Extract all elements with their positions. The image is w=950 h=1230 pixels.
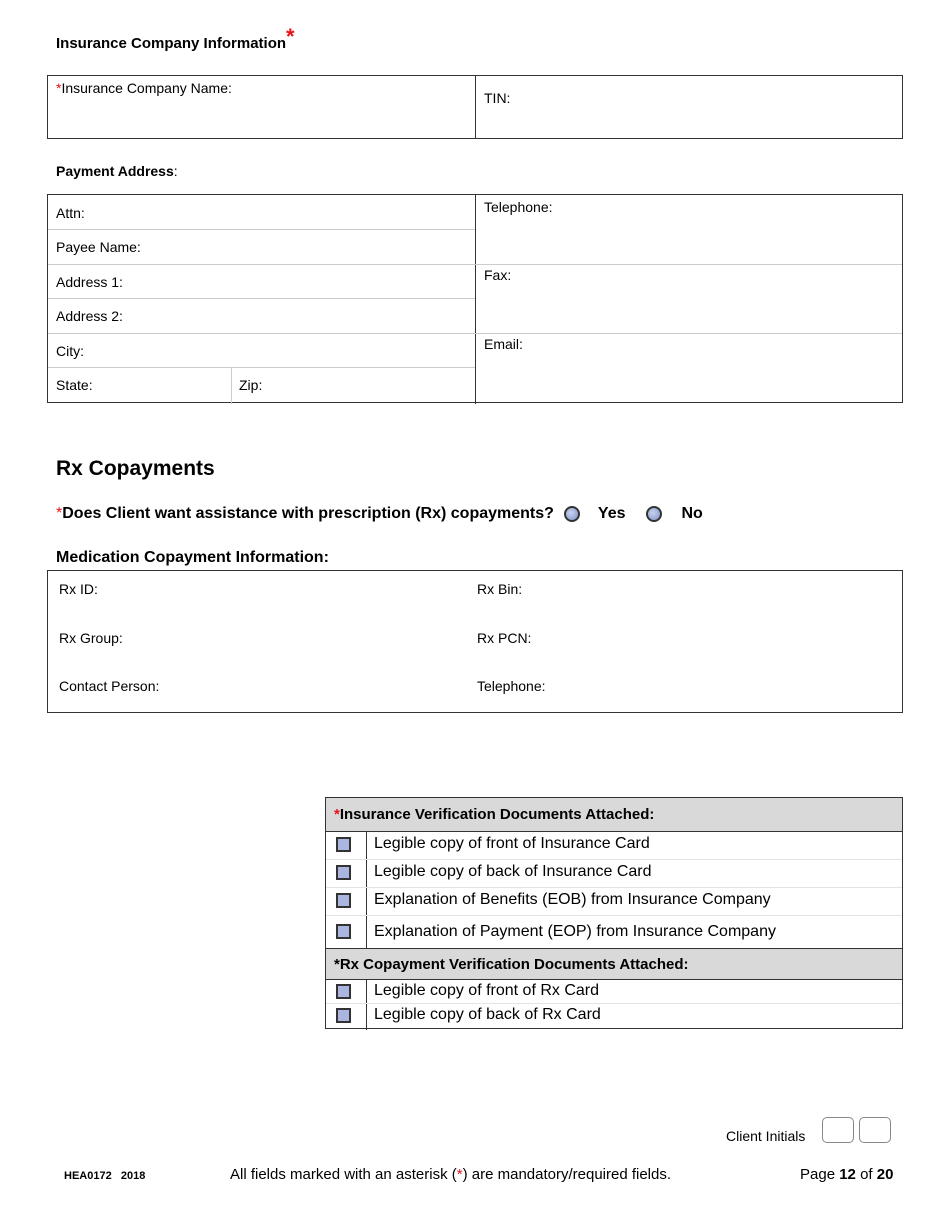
medication-copayment-box: [47, 570, 903, 713]
section-title-text: Insurance Company Information: [56, 35, 287, 52]
payment-title-text: Payment Address: [56, 163, 174, 179]
section-title-insurance: [56, 24, 295, 54]
rx-group-field[interactable]: Rx Group:: [59, 630, 123, 646]
checkbox[interactable]: [336, 1008, 351, 1023]
checkbox[interactable]: [336, 924, 351, 939]
attn-field[interactable]: Attn:: [56, 205, 85, 221]
list-item: [326, 888, 902, 916]
no-label: No: [681, 505, 703, 522]
tin-field[interactable]: TIN:: [484, 90, 511, 106]
of-word: of: [860, 1166, 873, 1183]
zip-field[interactable]: Zip:: [239, 377, 263, 393]
list-item: [326, 916, 902, 948]
checkbox[interactable]: [336, 837, 351, 852]
header-text: Insurance Verification Documents Attached:: [339, 806, 655, 823]
checkbox[interactable]: [336, 865, 351, 880]
item-label: Explanation of Payment (EOP) from Insurance Company: [374, 923, 776, 940]
email-field[interactable]: Email:: [484, 336, 523, 352]
list-item: [326, 1004, 902, 1028]
mandatory-fields-note: [230, 1166, 671, 1183]
form-year: 2018: [120, 1170, 146, 1182]
address2-field[interactable]: Address 2:: [56, 308, 123, 324]
page-number: 12: [839, 1166, 856, 1183]
required-asterisk: *: [286, 24, 295, 49]
required-asterisk: *: [334, 806, 340, 823]
item-label: Legible copy of front of Insurance Card: [374, 835, 650, 852]
question-text: Does Client want assistance with prescription (Rx) copayments?: [62, 505, 554, 522]
insurance-company-name-field[interactable]: [56, 80, 232, 96]
client-initials-box-2[interactable]: [859, 1117, 891, 1143]
yes-radio[interactable]: [564, 506, 580, 522]
page-total: 20: [876, 1166, 894, 1183]
verification-documents-table: [325, 797, 903, 1029]
insurance-company-box: [47, 75, 903, 139]
item-label: Legible copy of back of Insurance Card: [374, 863, 652, 880]
list-item: [326, 832, 902, 860]
contact-person-field[interactable]: Contact Person:: [59, 678, 160, 694]
note-text-before: All fields marked with an asterisk (: [230, 1166, 457, 1183]
address1-field[interactable]: Address 1:: [56, 274, 123, 290]
city-field[interactable]: City:: [56, 343, 84, 359]
yes-label: Yes: [597, 505, 626, 522]
list-item: [326, 860, 902, 888]
required-asterisk: *: [56, 505, 63, 522]
payment-address-box: [47, 194, 903, 403]
item-label: Explanation of Benefits (EOB) from Insurance Company: [374, 891, 771, 908]
list-item: [326, 980, 902, 1004]
state-field[interactable]: State:: [56, 377, 93, 393]
page-word: Page: [800, 1166, 836, 1183]
item-label: Legible copy of back of Rx Card: [374, 1006, 601, 1023]
insurance-verification-header: [326, 798, 902, 832]
rx-id-field[interactable]: Rx ID:: [59, 581, 98, 597]
rx-telephone-field[interactable]: Telephone:: [477, 678, 546, 694]
field-label: Insurance Company Name:: [61, 80, 232, 96]
required-asterisk: *: [456, 1166, 463, 1183]
note-text-after: ) are mandatory/required fields.: [462, 1166, 672, 1183]
payment-address-title: [56, 163, 178, 179]
payee-name-field[interactable]: Payee Name:: [56, 239, 141, 255]
page-indicator: [800, 1166, 893, 1183]
rx-verification-header: *Rx Copayment Verification Documents Attached:: [326, 948, 902, 980]
required-asterisk: *: [56, 80, 62, 96]
colon: :: [173, 163, 178, 179]
rx-bin-field[interactable]: Rx Bin:: [477, 581, 523, 597]
rx-copayments-title: Rx Copayments: [56, 457, 215, 480]
client-initials-label: Client Initials: [726, 1128, 806, 1144]
client-initials-box-1[interactable]: [822, 1117, 854, 1143]
no-radio[interactable]: [646, 506, 662, 522]
rx-pcn-field[interactable]: Rx PCN:: [477, 630, 532, 646]
item-label: Legible copy of front of Rx Card: [374, 982, 600, 999]
form-number: HEA0172: [64, 1170, 112, 1182]
form-code: [64, 1170, 145, 1182]
checkbox[interactable]: [336, 984, 351, 999]
rx-assistance-question: [56, 505, 703, 523]
checkbox[interactable]: [336, 893, 351, 908]
telephone-field[interactable]: Telephone:: [484, 199, 553, 215]
fax-field[interactable]: Fax:: [484, 267, 512, 283]
medication-copayment-title: Medication Copayment Information:: [56, 549, 329, 566]
